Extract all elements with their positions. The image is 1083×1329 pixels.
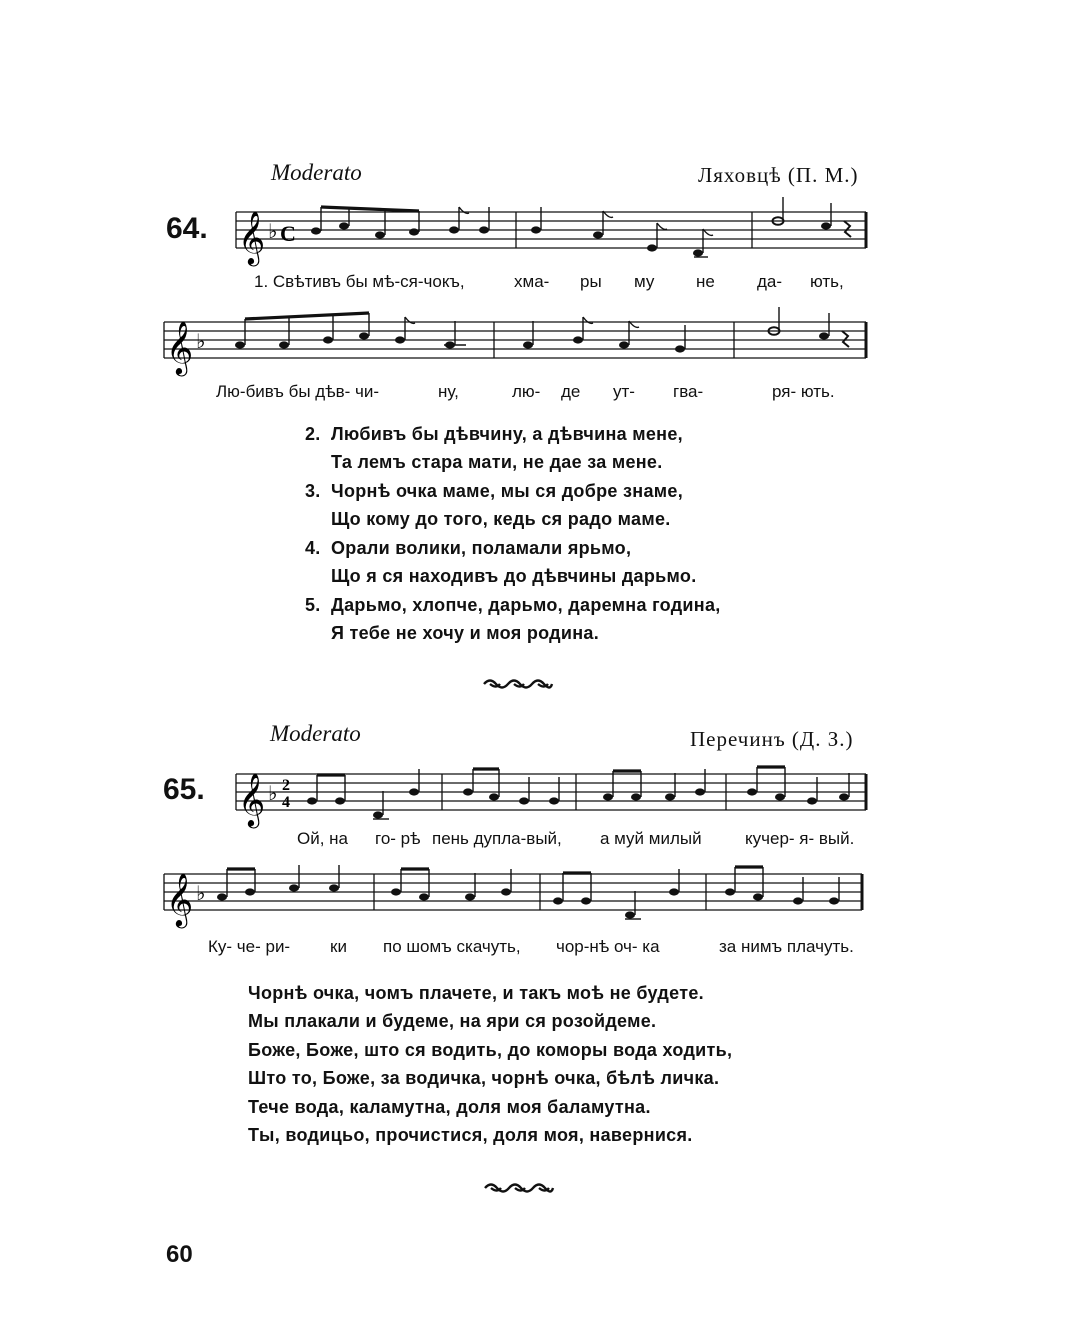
song-64-tempo: Moderato bbox=[271, 160, 362, 185]
song-64-verse-4 bbox=[305, 538, 631, 559]
song-64-staff-2 bbox=[160, 305, 872, 385]
ornament-divider-1 bbox=[482, 676, 554, 692]
song-64-lyric-1a: 1. Свѣтивъ бы мѣ-ся-чокъ, bbox=[254, 272, 465, 291]
song-64-lyric-2c: лю- bbox=[512, 382, 541, 401]
verse-number: 4. bbox=[305, 538, 321, 558]
verse-number: 5. bbox=[305, 595, 321, 615]
song-65-tempo: Moderato bbox=[270, 721, 361, 746]
song-65-verse-line: Боже, Боже, што ся водить, до коморы вода ходить, bbox=[248, 1040, 733, 1060]
song-65-source: Перечинъ (Д. З.) bbox=[690, 727, 854, 751]
song-64-verse-3-line2: Що кому до того, кедь ся радо маме. bbox=[331, 509, 671, 529]
song-65-staff-1 bbox=[232, 757, 872, 837]
song-65-lyric-2d: чор-нѣ оч- ка bbox=[556, 937, 660, 956]
song-65-lyric-1d: а муй милый bbox=[600, 829, 702, 848]
song-64-number: 64. bbox=[166, 212, 208, 245]
song-65-staff-2 bbox=[160, 857, 872, 937]
song-64-staff-1 bbox=[232, 195, 872, 275]
ornament-divider-2 bbox=[483, 1180, 555, 1196]
song-64-verse-2-line2: Та лемъ стара мати, не дае за мене. bbox=[331, 452, 663, 472]
svg-text:2: 2 bbox=[282, 777, 290, 794]
song-65-lyric-2e: за нимъ плачуть. bbox=[719, 937, 854, 956]
song-64-verse-5-line2: Я тебе не хочу и моя родина. bbox=[331, 623, 600, 643]
svg-text:♭: ♭ bbox=[196, 881, 206, 905]
svg-text:♭: ♭ bbox=[196, 329, 206, 353]
svg-text:𝄞: 𝄞 bbox=[166, 320, 194, 374]
verse-number: 3. bbox=[305, 481, 321, 501]
song-64-verse-2 bbox=[305, 424, 683, 445]
song-64-lyric-2e: ут- bbox=[613, 382, 635, 401]
song-65-lyric-2b: ки bbox=[330, 937, 347, 956]
song-64-lyric-2f: гва- bbox=[673, 382, 704, 401]
verse-line: Чорнѣ очка маме, мы ся добре знаме, bbox=[331, 481, 683, 501]
svg-text:4: 4 bbox=[282, 794, 290, 811]
song-65-verse-line: Тече вода, каламутна, доля моя баламутна. bbox=[248, 1097, 651, 1117]
svg-text:C: C bbox=[280, 221, 296, 246]
song-64-lyric-1d: му bbox=[634, 272, 655, 291]
svg-text:♭: ♭ bbox=[268, 219, 278, 243]
song-65-lyric-1b: го- рѣ bbox=[375, 829, 421, 848]
svg-text:𝄞: 𝄞 bbox=[166, 872, 194, 926]
song-64-source: Ляховцѣ (П. М.) bbox=[698, 163, 859, 187]
song-64-verse-4-line2: Що я ся находивъ до дѣвчины дарьмо. bbox=[331, 566, 697, 586]
verse-line: Орали волики, поламали ярьмо, bbox=[331, 538, 632, 558]
song-64-lyric-1g: ють, bbox=[810, 272, 844, 291]
svg-text:𝄞: 𝄞 bbox=[238, 772, 266, 826]
page-number: 60 bbox=[166, 1241, 193, 1268]
song-65-number: 65. bbox=[163, 773, 205, 806]
song-65-lyric-1e: кучер- я- вый. bbox=[745, 829, 855, 848]
song-64-lyric-1e: не bbox=[696, 272, 715, 291]
song-65-lyric-1a: Ой, на bbox=[297, 829, 349, 848]
song-64-lyric-1f: да- bbox=[757, 272, 783, 291]
song-65-verse-line: Што то, Боже, за водичка, чорнѣ очка, бѣлѣ личка. bbox=[248, 1068, 720, 1088]
song-64-verse-3 bbox=[305, 481, 683, 502]
song-65-verse-line: Мы плакали и будеме, на яри ся розойдеме. bbox=[248, 1011, 657, 1031]
verse-line: Дарьмо, хлопче, дарьмо, даремна година, bbox=[331, 595, 721, 615]
song-65-lyric-2a: Ку- че- ри- bbox=[208, 937, 291, 956]
svg-text:𝄞: 𝄞 bbox=[238, 210, 266, 264]
verse-number: 2. bbox=[305, 424, 321, 444]
song-64-lyric-2g: ря- ють. bbox=[772, 382, 835, 401]
song-65-verse-line: Ты, водицьо, прочистися, доля моя, навернися. bbox=[248, 1125, 693, 1145]
song-64-lyric-1b: хма- bbox=[514, 272, 550, 291]
song-65-lyric-2c: по шомъ скачуть, bbox=[383, 937, 521, 956]
song-64-lyric-2d: де bbox=[561, 382, 581, 401]
svg-text:♭: ♭ bbox=[268, 781, 278, 805]
song-64-verse-5 bbox=[305, 595, 721, 616]
song-65-verse-line: Чорнѣ очка, чомъ плачете, и такъ моѣ не будете. bbox=[248, 983, 704, 1003]
song-64-lyric-2b: ну, bbox=[438, 382, 459, 401]
song-65-lyric-1c: пень дупла-вый, bbox=[432, 829, 562, 848]
song-64-lyric-1c: ры bbox=[580, 272, 602, 291]
verse-line: Любивъ бы дѣвчину, а дѣвчина мене, bbox=[331, 424, 683, 444]
song-64-lyric-2a: Лю-бивъ бы дѣв- чи- bbox=[216, 382, 380, 401]
